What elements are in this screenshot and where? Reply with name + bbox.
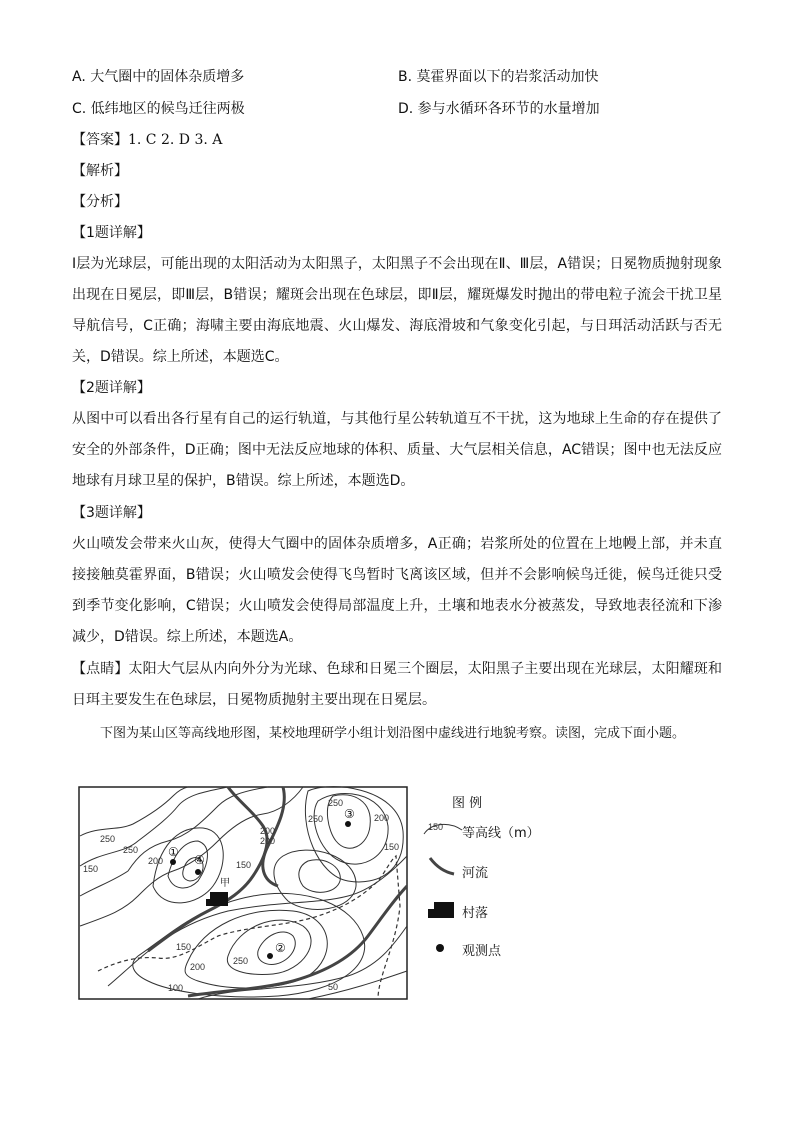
q2-heading: 【2题详解】 [72,380,151,396]
point-label: ① [168,845,179,859]
option-b: B. 莫霍界面以下的岩浆活动加快 [398,69,599,85]
legend-contour-sample: 150 [428,822,444,832]
contour-label: 150 [236,860,252,870]
legend-river-label: 河流 [462,866,489,881]
contour-label: 50 [328,982,339,992]
observation-point [345,821,351,827]
analysis-label: 【解析】 [72,163,128,179]
question-stem: 下图为某山区等高线地形图，某校地理研学小组计划沿图中虚线进行地貌考察。读图，完成下面小题。 [100,726,686,741]
village-icon [206,899,214,906]
contour-label: 250 [123,845,139,855]
contour-label: 100 [168,983,184,993]
contour-label: 200 [148,856,164,866]
q1-explanation: Ⅰ层为光球层，可能出现的太阳活动为太阳黑子，太阳黑子不会出现在Ⅱ、Ⅲ层，A错误；日冕物质抛射现象出现在日冕层，即Ⅲ层，B错误；耀斑会出现在色球层，即Ⅱ层，耀斑爆发时抛出的带电粒子流会干扰卫星导航信号，C正确；海啸主要由海底地震、火山爆发、海底滑坡和气象变化引起，与日珥活动活跃与否无关，D错误。综上所述，本题选C。 [72,256,722,365]
observation-point [267,953,273,959]
answer-text: 1. C 2. D 3. A [128,132,223,148]
contour-label: 250 [308,814,324,824]
q1-heading: 【1题详解】 [72,225,151,241]
contour-legend-icon [420,818,464,838]
point-label: ② [275,941,286,955]
option-d: D. 参与水循环各环节的水量增加 [398,101,600,117]
legend-title: 图 例 [452,796,483,811]
contour-label: 250 [233,956,249,966]
contour-map [78,786,408,1000]
observation-point [195,869,201,875]
contour-label: 250 [328,798,344,808]
contour-label: 200 [190,962,206,972]
fenxi-label: 【分析】 [72,194,128,210]
river-legend-icon [426,854,456,878]
answer-label: 【答案】 [72,132,128,148]
village-legend-icon [426,900,456,920]
legend [420,792,560,962]
tip-paragraph [72,654,722,716]
contour-label: 200 [374,813,390,823]
observation-legend-icon [434,942,446,954]
contour-label: 150 [176,942,192,952]
legend-village-label: 村落 [462,906,489,921]
contour-label: 200 [260,826,276,836]
tip-text: 太阳大气层从内向外分为光球、色球和日冕三个圈层，太阳黑子主要出现在光球层，太阳耀斑和日珥主要发生在色球层，日冕物质抛射主要出现在日冕层。 [72,661,723,708]
point-label: ④ [194,853,205,867]
legend-contour-label: 等高线（m） [462,826,540,841]
contour-label: 150 [384,842,400,852]
contour-label: 200 [260,836,276,846]
option-a: A. 大气圈中的固体杂质增多 [72,69,245,85]
village-label: 甲 [220,878,230,889]
answer-line [72,130,222,150]
tip-label: 【点睛】 [72,661,129,677]
q3-explanation: 火山喷发会带来火山灰，使得大气圈中的固体杂质增多，A正确；岩浆所处的位置在上地幔上部，并未直接接触莫霍界面，B错误；火山喷发会使得飞鸟暂时飞离该区域，但并不会影响候鸟迁徙，候鸟迁徙只受到季节变化影响，C错误；火山喷发会使得局部温度上升，土壤和地表水分被蒸发，导致地表径流和下渗减少，D错误。综上所述，本题选A。 [72,536,722,645]
contour-label: 150 [83,864,99,874]
contour-label: 250 [100,834,116,844]
point-label: ③ [344,807,355,821]
legend-observation-label: 观测点 [462,944,502,959]
option-c: C. 低纬地区的候鸟迁往两极 [72,101,245,117]
q3-heading: 【3题详解】 [72,505,151,521]
observation-point [170,859,176,865]
q2-explanation: 从图中可以看出各行星有自己的运行轨道，与其他行星公转轨道互不干扰，这为地球上生命的存在提供了安全的外部条件，D正确；图中无法反应地球的体积、质量、大气层相关信息，AC错误；图中也无法反应地球有月球卫星的保护，B错误。综上所述，本题选D。 [72,411,722,489]
